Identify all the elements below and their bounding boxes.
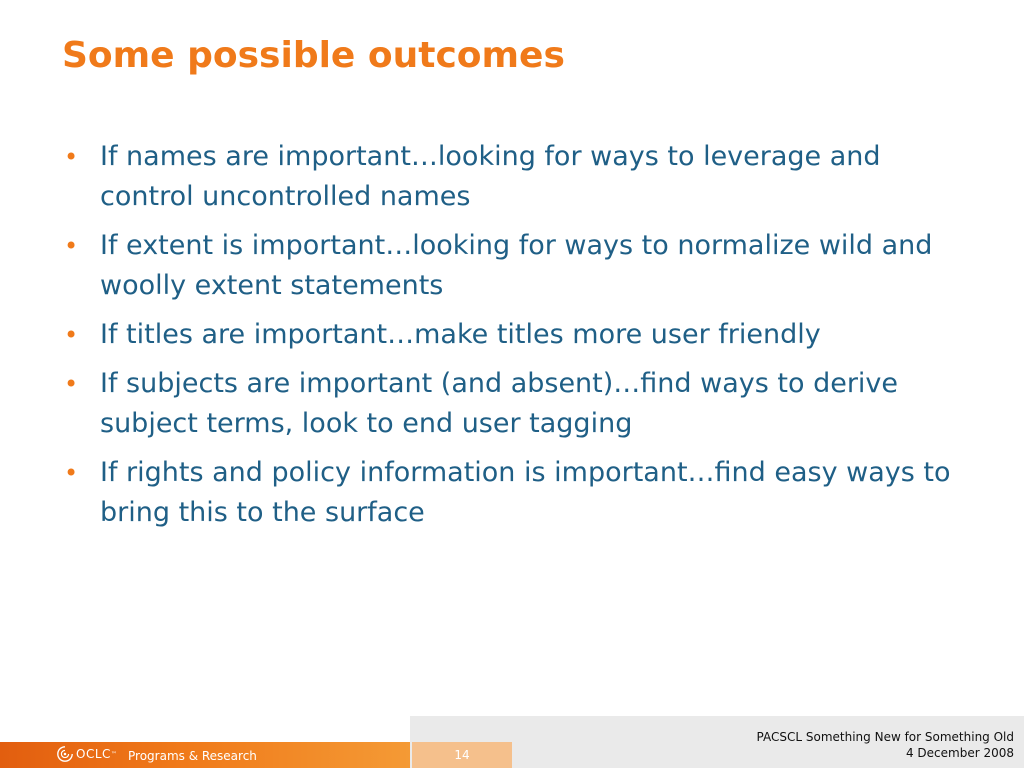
bullet-text: If extent is important…looking for ways to normalize wild and woolly extent statements	[100, 230, 933, 301]
bullet-item	[60, 364, 960, 444]
oclc-trademark: ™	[110, 750, 117, 758]
bullet-item	[60, 453, 960, 533]
oclc-globe-icon	[56, 745, 74, 763]
bullet-list	[60, 137, 960, 542]
bullet-item	[60, 226, 960, 306]
bullet-icon: •	[64, 143, 79, 171]
bullet-item	[60, 137, 960, 217]
bullet-text: If subjects are important (and absent)…find ways to derive subject terms, look to end user tagging	[100, 368, 899, 439]
programs-label: Programs & Research	[128, 749, 257, 763]
slide-footer	[0, 716, 1024, 768]
bullet-icon: •	[64, 232, 79, 260]
bullet-icon: •	[64, 321, 79, 349]
event-info	[757, 729, 1014, 761]
page-number: 14	[454, 748, 470, 762]
event-title: PACSCL Something New for Something Old	[756, 730, 1014, 744]
slide-title: Some possible outcomes	[62, 35, 565, 76]
bullet-text: If rights and policy information is important…find easy ways to bring this to the surface	[100, 457, 951, 528]
event-date: 4 December 2008	[905, 746, 1014, 760]
bullet-icon: •	[64, 370, 79, 398]
bullet-text: If titles are important…make titles more user friendly	[100, 319, 821, 350]
bullet-text: If names are important…looking for ways to leverage and control uncontrolled names	[100, 141, 881, 212]
bullet-item	[60, 315, 960, 355]
oclc-logo	[56, 743, 117, 765]
oclc-logo-text: OCLC	[76, 747, 111, 761]
bullet-icon: •	[64, 459, 79, 487]
